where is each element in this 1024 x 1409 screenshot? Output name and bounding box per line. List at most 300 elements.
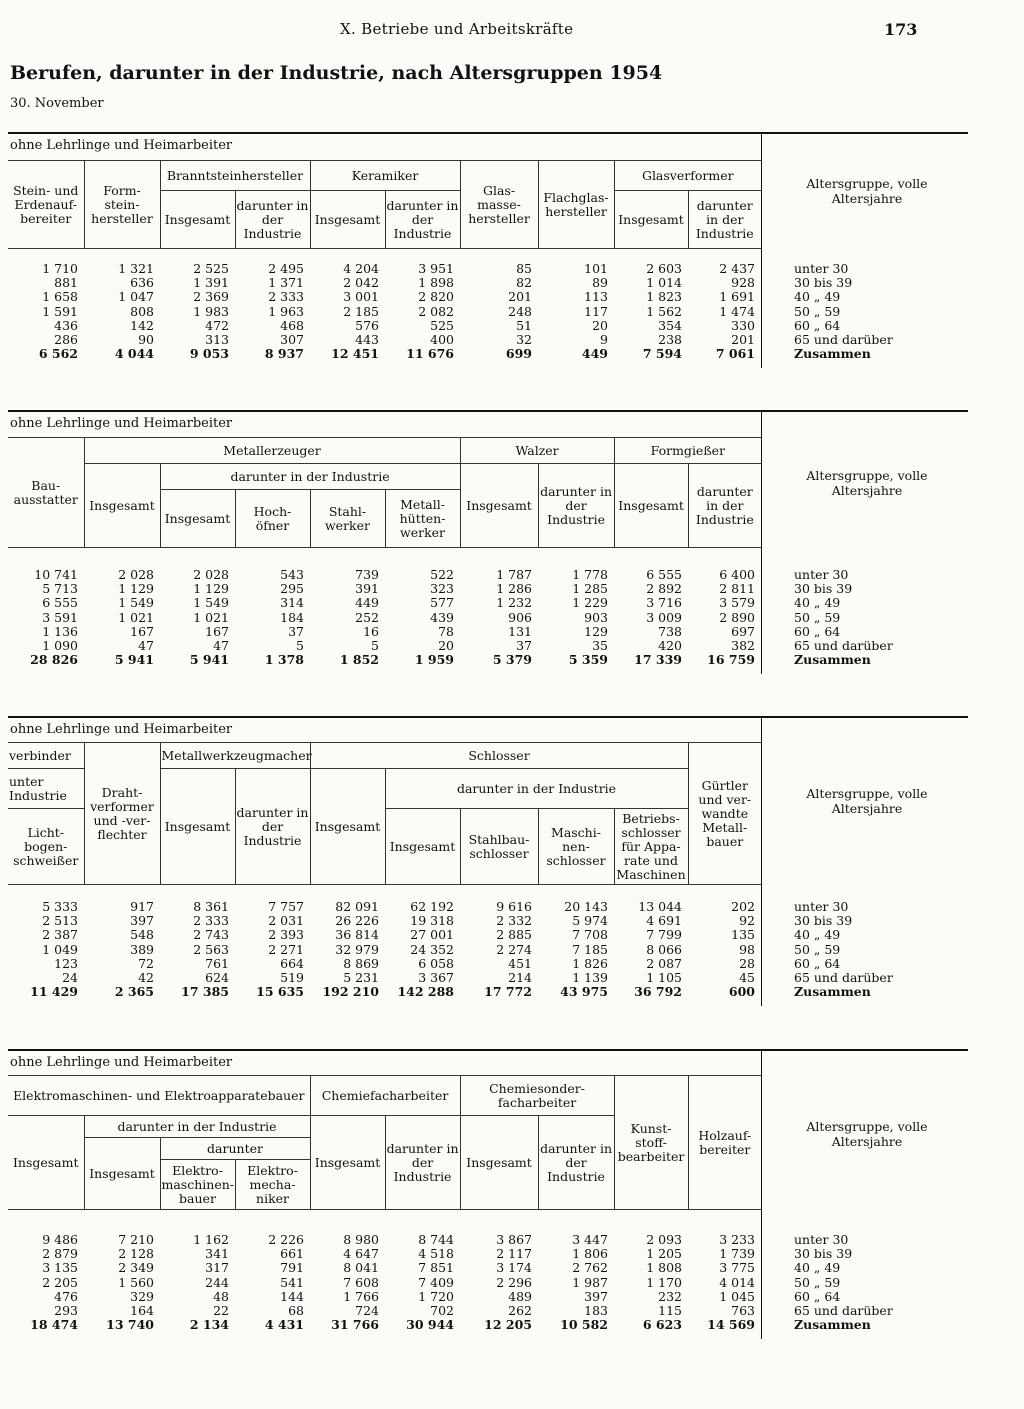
table-cell: 1 136 [42,623,78,639]
table-cell: 17 339 [634,652,682,668]
table-cell: 436 [54,317,78,333]
table-cell: 16 759 [707,652,755,668]
table-cell: 2 762 [572,1260,608,1276]
section-caption: ohne Lehrlinge und Heimarbeiter [10,1055,233,1070]
col-header: Insgesamt [160,191,235,249]
table-cell: 17 772 [484,984,532,1000]
table-cell: 2 274 [496,941,532,957]
data-table [8,900,761,999]
table-cell: 14 569 [707,1317,755,1333]
table-row [8,305,761,319]
age-label: Zusammen [794,1317,871,1333]
col-group-header: Schlosser [310,743,688,769]
table-cell: 20 143 [564,899,608,914]
table-cell: 541 [280,1274,304,1290]
table-cell: 697 [731,623,755,639]
age-label: 60 „ 64 [794,317,841,333]
col-header: Insgesamt [614,464,688,548]
table-cell: 47 [138,638,154,654]
table-cell: 24 352 [410,941,454,957]
table-cell: 2 349 [118,1260,154,1276]
table-cell: 6 058 [418,955,454,971]
table-row [8,943,761,957]
col-header: Insgesamt [8,1116,84,1210]
table-row [8,914,761,928]
table-cell: 27 001 [410,927,454,943]
table-cell: 3 775 [719,1260,755,1276]
age-label: unter 30 [794,1232,849,1247]
table-cell: 35 [592,638,608,654]
table-cell: 341 [205,1246,229,1262]
col-header: darunter in der Industrie [385,191,460,249]
table-cell: 2 333 [193,913,229,929]
table-row [8,957,761,971]
col-group-header: Metallerzeuger [84,438,460,464]
table-cell: 7 757 [268,899,304,914]
col-header: Insgesamt [460,464,538,548]
table-row [8,1290,761,1304]
col-header: Insgesamt [160,490,235,548]
col-group-header: darunter in der Industrie [385,769,688,809]
col-header: Licht- bogen- schweißer [8,809,84,885]
table-cell: 636 [130,275,154,291]
table-cell: 6 555 [42,595,78,611]
table-row [8,1304,761,1318]
age-labels [794,568,893,667]
table-cell: 1 162 [193,1232,229,1247]
table-cell: 1 823 [646,289,682,305]
col-header: Insgesamt [310,191,385,249]
table-cell: 1 014 [646,275,682,291]
table-cell: 36 792 [634,984,682,1000]
table-cell: 9 053 [189,346,229,362]
table-cell: 8 066 [646,941,682,957]
table-cell: 5 [296,638,304,654]
age-labels [794,900,893,999]
table-cell: 7 061 [715,346,755,362]
col-header: Insgesamt [84,1138,160,1210]
col-header: darunter in der Industrie [538,464,614,548]
table-cell: 131 [508,623,532,639]
col-header: Stahlbau- schlosser [460,809,538,885]
data-table [8,568,761,667]
table-row [8,1318,761,1332]
table-cell: 5 379 [492,652,532,668]
col-group-header: Glasverformer [614,161,761,191]
page-number: 173 [884,20,918,39]
col-group-header: Walzer [460,438,614,464]
col-group-header: Formgießer [614,438,761,464]
table-cell: 2 879 [42,1246,78,1262]
table-row [8,971,761,985]
table-cell: 1 129 [118,581,154,597]
col-group-header: darunter in der Industrie [84,1116,310,1138]
table-cell: 323 [430,581,454,597]
table-section-2 [8,410,968,674]
table-row [8,276,761,290]
col-header: darunter in der Industrie [688,191,761,249]
table-cell: 391 [355,581,379,597]
data-table [8,1233,761,1332]
table-cell: 85 [516,261,532,276]
table-cell: 68 [288,1303,304,1319]
table-header [8,742,761,885]
table-cell: 8 869 [343,955,379,971]
table-cell: 917 [130,899,154,914]
table-cell: 906 [508,609,532,625]
table-cell: 2 811 [719,581,755,597]
age-label: Zusammen [794,346,871,362]
col-header: Glas- masse- hersteller [460,161,538,249]
age-label: 40 „ 49 [794,1260,841,1276]
table-cell: 72 [138,955,154,971]
age-label: 50 „ 59 [794,1274,841,1290]
table-cell: 1 047 [118,289,154,305]
table-cell: 184 [280,609,304,625]
table-cell: 330 [731,317,755,333]
table-cell: 3 233 [719,1232,755,1247]
table-cell: 761 [205,955,229,971]
table-row [8,653,761,667]
section-caption: ohne Lehrlinge und Heimarbeiter [10,722,233,737]
table-cell: 1 129 [193,581,229,597]
table-cell: 89 [592,275,608,291]
col-group-header: Chemiesonder- facharbeiter [460,1076,614,1116]
table-cell: 17 385 [181,984,229,1000]
col-header: Metall- hütten- werker [385,490,460,548]
table-cell: 7 799 [646,927,682,943]
table-cell: 1 560 [118,1274,154,1290]
table-cell: 2 820 [418,289,454,305]
table-cell: 10 582 [560,1317,608,1333]
table-cell: 37 [516,638,532,654]
table-cell: 314 [280,595,304,611]
table-cell: 2 563 [193,941,229,957]
col-header: verbinder [8,743,84,769]
table-cell: 1 378 [264,652,304,668]
table-cell: 51 [516,317,532,333]
table-cell: 1 021 [118,609,154,625]
table-cell: 354 [658,317,682,333]
table-cell: 699 [505,346,532,362]
table-cell: 307 [280,332,304,348]
table-cell: 1 987 [572,1274,608,1290]
col-header: Insgesamt [460,1116,538,1210]
col-header: Insgesamt [614,191,688,249]
running-header: X. Betriebe und Arbeitskräfte [340,20,574,38]
table-cell: 739 [355,567,379,582]
age-label: unter 30 [794,261,849,276]
table-cell: 262 [508,1303,532,1319]
age-label: 65 und darüber [794,332,893,348]
table-cell: 101 [584,261,608,276]
age-group-header: Altersgruppe, volle Altersjahre [806,176,928,206]
table-row [8,347,761,361]
table-cell: 142 [130,317,154,333]
table-cell: 248 [508,303,532,319]
age-group-header: Altersgruppe, volle Altersjahre [806,468,928,498]
table-cell: 439 [430,609,454,625]
table-cell: 1 710 [42,261,78,276]
table-cell: 2 365 [114,984,154,1000]
table-cell: 2 082 [418,303,454,319]
table-row [8,900,761,914]
table-cell: 543 [280,567,304,582]
table-cell: 144 [280,1288,304,1304]
table-cell: 244 [205,1274,229,1290]
age-label: Zusammen [794,652,871,668]
table-cell: 2 226 [268,1232,304,1247]
table-cell: 82 091 [335,899,379,914]
table-cell: 4 204 [343,261,379,276]
table-cell: 928 [731,275,755,291]
age-label: 30 bis 39 [794,913,853,929]
table-cell: 2 028 [193,567,229,582]
table-section-4 [8,1049,968,1339]
col-header: Stein- und Erdenauf- bereiter [8,161,84,249]
table-cell: 3 579 [719,595,755,611]
table-cell: 881 [54,275,78,291]
table-cell: 420 [658,638,682,654]
table-cell: 31 766 [331,1317,379,1333]
table-cell: 2 495 [268,261,304,276]
table-cell: 1 591 [42,303,78,319]
table-cell: 117 [584,303,608,319]
table-cell: 1 045 [719,1288,755,1304]
table-cell: 2 332 [496,913,532,929]
table-cell: 2 134 [189,1317,229,1333]
table-cell: 4 431 [264,1317,304,1333]
table-cell: 476 [54,1288,78,1304]
table-cell: 9 [600,332,608,348]
table-cell: 1 474 [719,303,755,319]
table-cell: 738 [658,623,682,639]
table-cell: 295 [280,581,304,597]
table-cell: 489 [508,1288,532,1304]
table-cell: 1 205 [646,1246,682,1262]
table-cell: 525 [430,317,454,333]
table-cell: 293 [54,1303,78,1319]
table-cell: 238 [658,332,682,348]
table-cell: 451 [508,955,532,971]
table-cell: 252 [355,609,379,625]
table-cell: 28 [739,955,755,971]
table-cell: 1 021 [193,609,229,625]
table-cell: 7 851 [418,1260,454,1276]
table-cell: 661 [280,1246,304,1262]
table-cell: 4 691 [646,913,682,929]
table-cell: 2 185 [343,303,379,319]
col-header: Insgesamt [310,769,385,885]
table-cell: 7 608 [343,1274,379,1290]
data-table [8,262,761,361]
table-cell: 32 979 [335,941,379,957]
table-cell: 7 594 [642,346,682,362]
table-cell: 3 716 [646,595,682,611]
col-header: Insgesamt [160,769,235,885]
col-header: unter Industrie [8,769,84,809]
table-cell: 2 117 [496,1246,532,1262]
table-cell: 6 562 [38,346,78,362]
table-cell: 20 [592,317,608,333]
table-cell: 600 [728,984,755,1000]
table-cell: 9 616 [496,899,532,914]
table-cell: 1 787 [496,567,532,582]
table-cell: 903 [584,609,608,625]
table-cell: 313 [205,332,229,348]
table-cell: 1 808 [646,1260,682,1276]
table-cell: 18 474 [30,1317,78,1333]
col-group-header: Metallwerkzeugmacher [160,743,310,769]
age-group-header: Altersgruppe, volle Altersjahre [806,1119,928,1149]
table-cell: 2 128 [118,1246,154,1262]
table-section-1 [8,132,968,368]
table-cell: 548 [130,927,154,943]
table-cell: 2 093 [646,1232,682,1247]
table-cell: 286 [54,332,78,348]
table-cell: 382 [731,638,755,654]
table-cell: 577 [430,595,454,611]
table-cell: 43 975 [560,984,608,1000]
table-row [8,262,761,276]
col-header: Elektro- maschinen- bauer [160,1160,235,1210]
table-cell: 92 [739,913,755,929]
table-cell: 5 941 [189,652,229,668]
table-cell: 808 [130,303,154,319]
table-header [8,437,761,548]
table-cell: 201 [731,332,755,348]
table-cell: 8 361 [193,899,229,914]
table-cell: 1 105 [646,970,682,986]
age-label: 60 „ 64 [794,623,841,639]
age-label: 65 und darüber [794,638,893,654]
col-group-header: Keramiker [310,161,460,191]
table-cell: 62 192 [410,899,454,914]
table-cell: 1 049 [42,941,78,957]
table-cell: 8 937 [264,346,304,362]
table-cell: 1 720 [418,1288,454,1304]
table-cell: 3 135 [42,1260,78,1276]
table-row [8,319,761,333]
table-cell: 5 [371,638,379,654]
table-cell: 317 [205,1260,229,1276]
col-header: Insgesamt [385,809,460,885]
table-cell: 3 951 [418,261,454,276]
col-header: Gürtler und ver- wandte Metall- bauer [688,743,761,885]
table-cell: 2 743 [193,927,229,943]
table-cell: 443 [355,332,379,348]
age-group-header: Altersgruppe, volle Altersjahre [806,786,928,816]
table-row [8,639,761,653]
age-label: 30 bis 39 [794,1246,853,1262]
table-cell: 1 321 [118,261,154,276]
age-label: unter 30 [794,899,849,914]
table-cell: 2 885 [496,927,532,943]
col-header: darunter in der Industrie [235,769,310,885]
table-cell: 624 [205,970,229,986]
col-group-header: Chemiefacharbeiter [310,1076,460,1116]
table-cell: 397 [130,913,154,929]
table-cell: 1 286 [496,581,532,597]
table-cell: 7 409 [418,1274,454,1290]
age-label: 50 „ 59 [794,303,841,319]
table-cell: 202 [731,899,755,914]
table-cell: 3 001 [343,289,379,305]
table-cell: 449 [355,595,379,611]
col-group-header: Elektromaschinen- und Elektroapparatebauer [8,1076,310,1116]
table-cell: 1 898 [418,275,454,291]
table-cell: 2 031 [268,913,304,929]
col-header: Maschi- nen- schlosser [538,809,614,885]
table-cell: 2 028 [118,567,154,582]
table-cell: 472 [205,317,229,333]
col-header: darunter in der Industrie [235,191,310,249]
table-cell: 164 [130,1303,154,1319]
table-cell: 3 867 [496,1232,532,1247]
table-cell: 214 [508,970,532,986]
col-header: darunter in der Industrie [688,464,761,548]
table-cell: 7 708 [572,927,608,943]
table-cell: 90 [138,332,154,348]
table-cell: 5 941 [114,652,154,668]
table-cell: 232 [658,1288,682,1304]
age-label: 60 „ 64 [794,1288,841,1304]
table-cell: 16 [363,623,379,639]
table-cell: 2 603 [646,261,682,276]
age-label: 40 „ 49 [794,289,841,305]
table-cell: 1 806 [572,1246,608,1262]
table-cell: 1 983 [193,303,229,319]
table-row [8,596,761,610]
table-cell: 30 944 [406,1317,454,1333]
table-cell: 2 513 [42,913,78,929]
table-cell: 36 814 [335,927,379,943]
table-cell: 702 [430,1303,454,1319]
table-cell: 400 [430,332,454,348]
col-header: darunter in der Industrie [385,1116,460,1210]
table-cell: 12 451 [331,346,379,362]
table-cell: 5 231 [343,970,379,986]
table-cell: 8 041 [343,1260,379,1276]
page-subtitle: 30. November [10,96,104,111]
table-cell: 1 562 [646,303,682,319]
col-header: Draht- verformer und -ver- flechter [84,743,160,885]
table-cell: 32 [516,332,532,348]
table-cell: 519 [280,970,304,986]
table-cell: 1 391 [193,275,229,291]
table-cell: 1 229 [572,595,608,611]
table-cell: 468 [280,317,304,333]
table-cell: 113 [584,289,608,305]
age-label: Zusammen [794,984,871,1000]
col-group-header: darunter in der Industrie [160,464,460,490]
table-cell: 10 741 [34,567,78,582]
table-cell: 1 959 [414,652,454,668]
table-cell: 13 044 [638,899,682,914]
section-caption: ohne Lehrlinge und Heimarbeiter [10,416,233,431]
table-row [8,582,761,596]
table-cell: 4 518 [418,1246,454,1262]
table-cell: 129 [584,623,608,639]
table-cell: 7 185 [572,941,608,957]
table-cell: 2 437 [719,261,755,276]
table-cell: 2 393 [268,927,304,943]
table-cell: 115 [658,1303,682,1319]
table-cell: 48 [213,1288,229,1304]
table-cell: 2 296 [496,1274,532,1290]
table-cell: 2 369 [193,289,229,305]
table-row [8,1247,761,1261]
